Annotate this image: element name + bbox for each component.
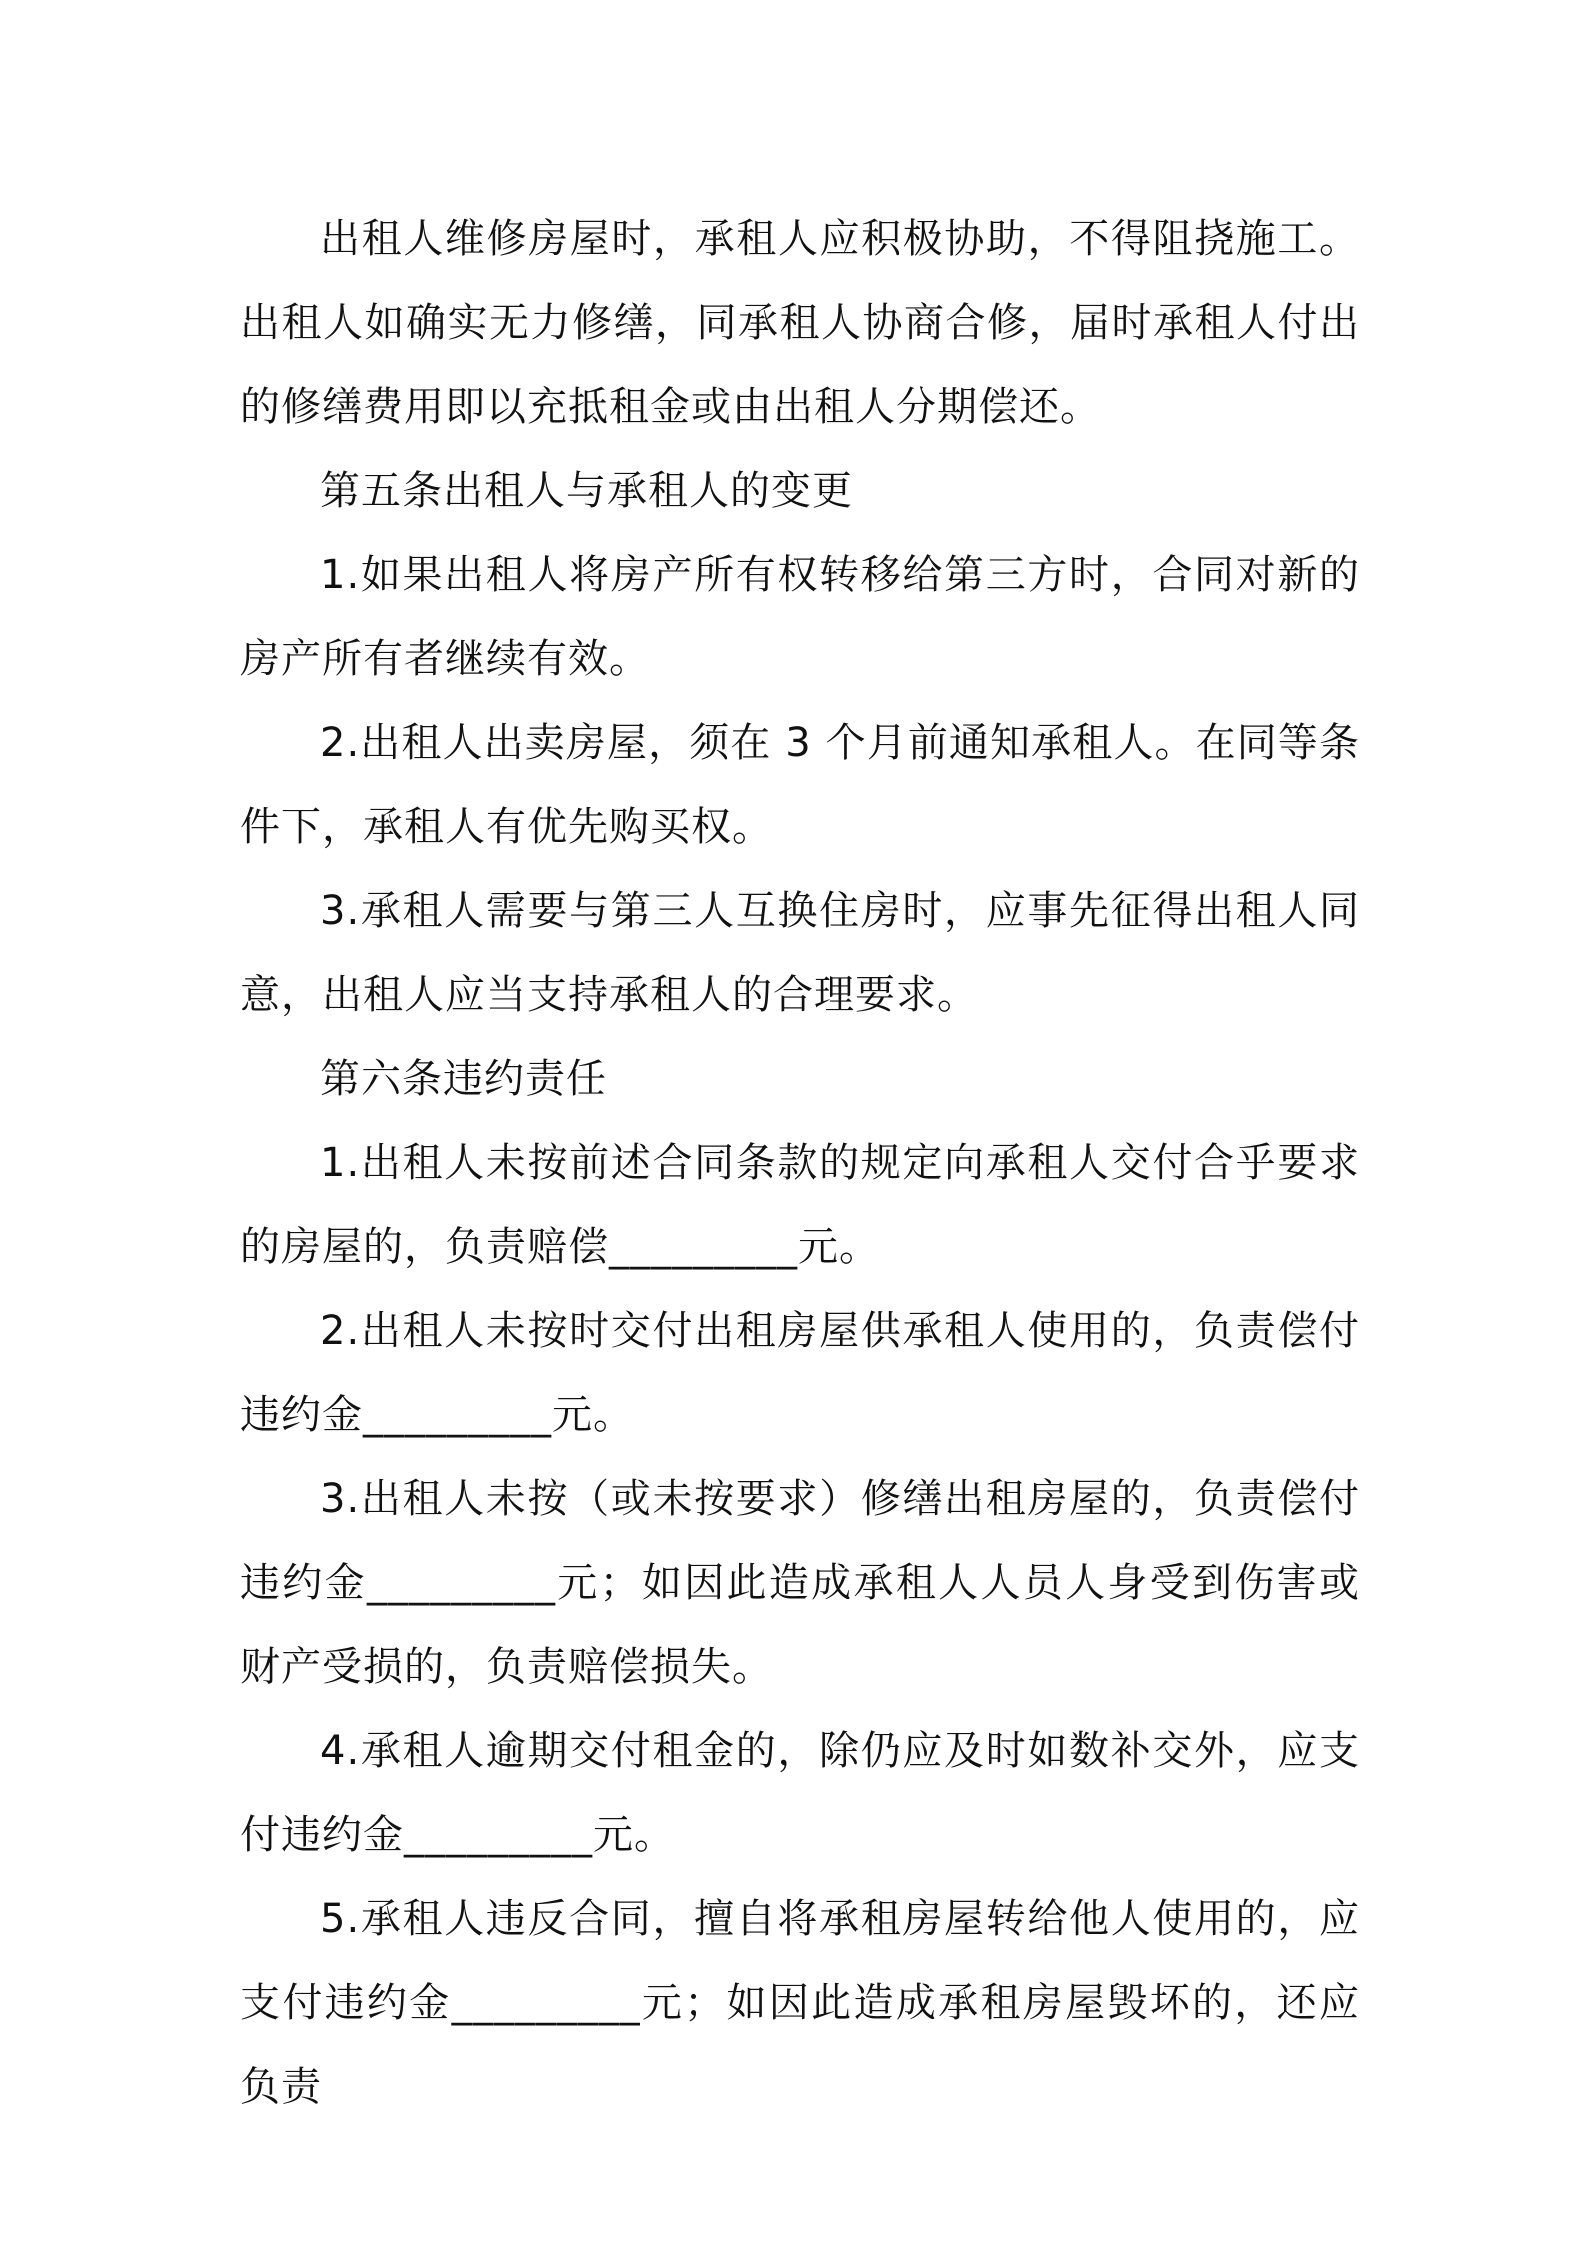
article-5-clause-3: 3.承租人需要与第三人互换住房时，应事先征得出租人同意，出租人应当支持承租人的合理要求。 — [240, 888, 1360, 1018]
article-5-heading: 第五条出租人与承租人的变更 — [320, 468, 853, 514]
document-body — [240, 197, 1360, 2129]
article-6-clause-2: 2.出租人未按时交付出租房屋供承租人使用的，负责偿付违约金_________元。 — [240, 1308, 1360, 1438]
paragraph-repair-cooperation: 出租人维修房屋时，承租人应积极协助，不得阻挠施工。出租人如确实无力修缮，同承租人协商合修，届时承租人付出的修缮费用即以充抵租金或由出租人分期偿还。 — [240, 216, 1360, 430]
article-6-clause-3: 3.出租人未按（或未按要求）修缮出租房屋的，负责偿付违约金_________元；如因此造成承租人人员人身受到伤害或财产受损的，负责赔偿损失。 — [240, 1476, 1360, 1690]
article-6-clause-5: 5.承租人违反合同，擅自将承租房屋转给他人使用的，应支付违约金_________元；如因此造成承租房屋毁坏的，还应负责 — [240, 1896, 1360, 2110]
article-6-heading: 第六条违约责任 — [320, 1056, 607, 1102]
article-6-clause-4: 4.承租人逾期交付租金的，除仍应及时如数补交外，应支付违约金_________元。 — [240, 1728, 1360, 1858]
article-6-clause-1: 1.出租人未按前述合同条款的规定向承租人交付合乎要求的房屋的，负责赔偿_________元。 — [240, 1140, 1360, 1270]
article-5-clause-1: 1.如果出租人将房产所有权转移给第三方时，合同对新的房产所有者继续有效。 — [240, 552, 1360, 682]
article-5-clause-2: 2.出租人出卖房屋，须在 3 个月前通知承租人。在同等条件下，承租人有优先购买权。 — [240, 720, 1360, 850]
